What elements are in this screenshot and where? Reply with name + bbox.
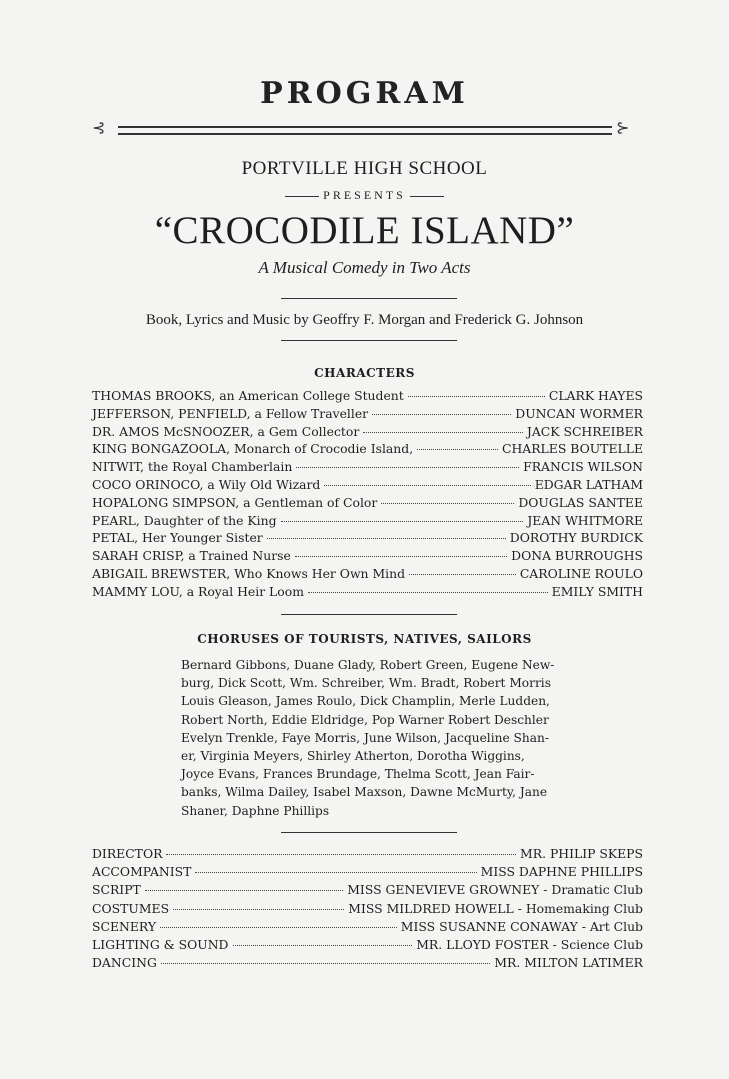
character-actor: EMILY SMITH	[551, 583, 643, 599]
divider	[281, 298, 457, 299]
school-name: PORTVILLE HIGH SCHOOL	[241, 158, 488, 179]
leader-dots	[296, 467, 519, 468]
choruses-heading: CHORUSES OF TOURISTS, NATIVES, SAILORS	[197, 632, 532, 646]
character-row	[92, 441, 643, 456]
chorus-line: er, Virginia Meyers, Shirley Atherton, Dorotha Wiggins,	[181, 749, 525, 764]
staff-role: DANCING	[92, 955, 157, 971]
staff-name: MISS GENEVIEVE GROWNEY - Dramatic Club	[347, 882, 643, 898]
chorus-line: Louis Gleason, James Roulo, Dick Champlin, Merle Ludden,	[181, 694, 550, 709]
chorus-line: burg, Dick Scott, Wm. Schreiber, Wm. Bradt, Robert Morris	[181, 676, 551, 691]
character-actor: CLARK HAYES	[548, 388, 643, 403]
staff-row	[92, 937, 643, 952]
character-row	[92, 406, 643, 421]
dash-divider	[410, 196, 444, 197]
chorus-names	[181, 656, 583, 820]
staff-role: LIGHTING & SOUND	[92, 937, 229, 952]
staff-row	[92, 882, 643, 897]
leader-dots	[324, 485, 530, 486]
character-row	[92, 548, 643, 563]
double-rule-divider	[118, 126, 612, 135]
character-role: DR. AMOS McSNOOZER, a Gem Collector	[92, 423, 360, 439]
character-row	[92, 530, 643, 545]
character-row	[92, 388, 643, 403]
character-role: MAMMY LOU, a Royal Heir Loom	[92, 583, 304, 599]
leader-dots	[381, 503, 514, 504]
character-actor: CAROLINE ROULO	[519, 566, 643, 581]
character-actor: DONA BURROUGHS	[511, 548, 643, 564]
staff-row	[92, 901, 643, 916]
chorus-line: Robert North, Eddie Eldridge, Pop Warner Robert Deschler	[181, 712, 549, 727]
character-role: COCO ORINOCO, a Wily Old Wizard	[92, 477, 321, 492]
presents-line	[0, 188, 729, 203]
staff-role: COSTUMES	[92, 900, 170, 916]
character-role: NITWIT, the Royal Chamberlain	[92, 459, 293, 475]
divider	[281, 614, 457, 615]
character-role: HOPALONG SIMPSON, a Gentleman of Color	[92, 494, 378, 510]
staff-role: ACCOMPANIST	[92, 864, 192, 880]
leader-dots	[409, 574, 516, 575]
leader-dots	[166, 854, 516, 855]
chorus-line: Evelyn Trenkle, Faye Morris, June Wilson, Jacqueline Shan-	[181, 730, 549, 745]
chorus-line: Shaner, Daphne Phillips	[181, 803, 330, 818]
character-actor: DOROTHY BURDICK	[509, 530, 643, 546]
leader-dots	[308, 592, 548, 593]
dash-divider	[285, 196, 319, 197]
program-heading: PROGRAM	[260, 76, 469, 111]
staff-name: MR. PHILIP SKEPS	[520, 846, 643, 861]
character-actor: EDGAR LATHAM	[534, 477, 643, 492]
character-actor: DOUGLAS SANTEE	[518, 494, 643, 510]
character-role: PEARL, Daughter of the King	[92, 512, 277, 528]
character-row	[92, 513, 643, 528]
character-role: SARAH CRISP, a Trained Nurse	[92, 548, 291, 564]
character-actor: JEAN WHITMORE	[527, 512, 643, 528]
character-role: THOMAS BROOKS, an American College Student	[92, 388, 404, 403]
character-role: JEFFERSON, PENFIELD, a Fellow Traveller	[92, 405, 369, 421]
right-flourish-icon: ⊱	[616, 118, 630, 137]
character-actor: FRANCIS WILSON	[523, 459, 643, 475]
character-row	[92, 424, 643, 439]
staff-row	[92, 919, 643, 934]
character-row	[92, 477, 643, 492]
leader-dots	[417, 449, 498, 450]
staff-name: MISS SUSANNE CONAWAY - Art Club	[400, 918, 643, 934]
left-flourish-icon: ⊰	[92, 118, 106, 137]
leader-dots	[281, 521, 524, 522]
character-actor: CHARLES BOUTELLE	[501, 441, 643, 457]
presents-label: PRESENTS	[323, 188, 406, 202]
leader-dots	[363, 432, 523, 433]
staff-role: DIRECTOR	[92, 846, 163, 861]
show-title: “CROCODILE ISLAND”	[154, 209, 575, 252]
staff-row	[92, 846, 643, 861]
leader-dots	[145, 890, 343, 891]
leader-dots	[408, 396, 545, 397]
divider	[281, 832, 457, 833]
staff-row	[92, 864, 643, 879]
staff-role: SCRIPT	[92, 882, 141, 898]
staff-row	[92, 955, 643, 970]
leader-dots	[295, 556, 507, 557]
character-role: PETAL, Her Younger Sister	[92, 530, 263, 546]
leader-dots	[160, 927, 397, 928]
staff-name: MR. MILTON LATIMER	[494, 955, 643, 971]
leader-dots	[161, 963, 491, 964]
character-role: KING BONGAZOOLA, Monarch of Crocodie Island,	[92, 441, 414, 457]
character-role: ABIGAIL BREWSTER, Who Knows Her Own Mind	[92, 566, 406, 581]
leader-dots	[267, 538, 506, 539]
staff-name: MR. LLOYD FOSTER - Science Club	[416, 937, 643, 952]
leader-dots	[372, 414, 511, 415]
leader-dots	[195, 872, 476, 873]
staff-name: MISS MILDRED HOWELL - Homemaking Club	[348, 900, 643, 916]
show-subtitle: A Musical Comedy in Two Acts	[258, 258, 471, 277]
character-row	[92, 495, 643, 510]
chorus-line: Bernard Gibbons, Duane Glady, Robert Green, Eugene New-	[181, 658, 555, 672]
character-row	[92, 584, 643, 599]
staff-role: SCENERY	[92, 918, 157, 934]
characters-heading: CHARACTERS	[314, 366, 415, 380]
character-actor: DUNCAN WORMER	[515, 405, 643, 421]
chorus-line: Joyce Evans, Frances Brundage, Thelma Scott, Jean Fair-	[181, 767, 535, 782]
character-row	[92, 566, 643, 581]
character-actor: JACK SCHREIBER	[526, 423, 643, 439]
divider	[281, 340, 457, 341]
chorus-line: banks, Wilma Dailey, Isabel Maxson, Dawne McMurty, Jane	[181, 785, 548, 800]
leader-dots	[173, 909, 344, 910]
leader-dots	[233, 945, 413, 946]
staff-name: MISS DAPHNE PHILLIPS	[480, 864, 643, 880]
credits-line: Book, Lyrics and Music by Geoffry F. Morgan and Frederick G. Johnson	[145, 312, 584, 328]
character-row	[92, 459, 643, 474]
